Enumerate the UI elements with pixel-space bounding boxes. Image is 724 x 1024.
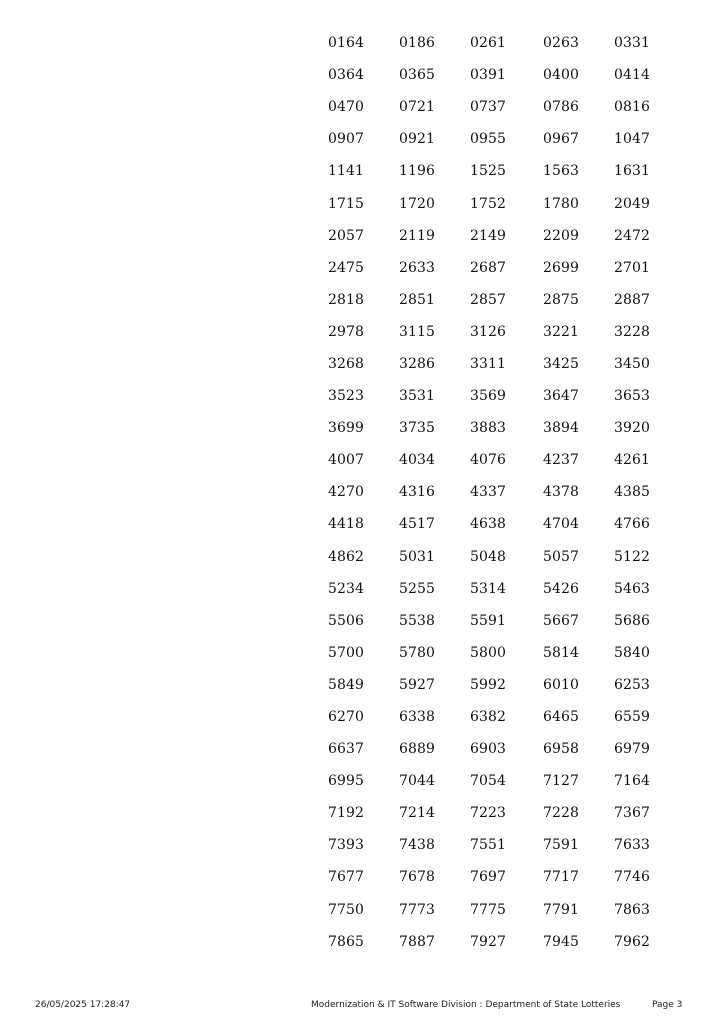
- winning-number: 0365: [399, 67, 436, 84]
- winning-number: 0391: [470, 67, 507, 84]
- winning-number: 7750: [328, 901, 365, 918]
- winning-number: 2687: [470, 259, 507, 276]
- winning-number: 0816: [614, 99, 651, 116]
- winning-number: 1196: [399, 163, 436, 180]
- winning-number: 3883: [470, 420, 507, 437]
- winning-number: 6637: [328, 741, 365, 758]
- winning-number: 5780: [399, 644, 436, 661]
- winning-number: 3268: [328, 355, 365, 372]
- winning-number: 5122: [614, 548, 651, 565]
- winning-number: 4704: [543, 516, 580, 533]
- winning-number: 7214: [399, 805, 436, 822]
- winning-number: 4261: [614, 452, 651, 469]
- winning-number: 4766: [614, 516, 651, 533]
- number-row: [328, 637, 668, 669]
- winning-number: 3221: [543, 323, 580, 340]
- winning-number: 7773: [399, 901, 436, 918]
- winning-number: 5057: [543, 548, 580, 565]
- winning-number: 5506: [328, 612, 365, 629]
- winning-number: 0786: [543, 99, 580, 116]
- number-row: [328, 861, 668, 893]
- winning-number: 6979: [614, 741, 651, 758]
- number-row: [328, 829, 668, 861]
- winning-number: 7367: [614, 805, 651, 822]
- winning-number: 4862: [328, 548, 365, 565]
- winning-number: 4237: [543, 452, 580, 469]
- number-row: [328, 316, 668, 348]
- number-row: [328, 284, 668, 316]
- winning-number: 7164: [614, 773, 651, 790]
- winning-number: 0186: [399, 35, 436, 52]
- winning-number: 4378: [543, 484, 580, 501]
- winning-number: 6465: [543, 709, 580, 726]
- winning-number: 5686: [614, 612, 651, 629]
- winning-number: 5849: [328, 676, 365, 693]
- winning-number: 7228: [543, 805, 580, 822]
- winning-number: 7054: [470, 773, 507, 790]
- winning-number: 7438: [399, 837, 436, 854]
- winning-number: 5927: [399, 676, 436, 693]
- winning-number: 0164: [328, 35, 365, 52]
- winning-number: 2699: [543, 259, 580, 276]
- number-row: [328, 444, 668, 476]
- number-row: [328, 187, 668, 219]
- winning-number: 7746: [614, 869, 651, 886]
- winning-number: 4007: [328, 452, 365, 469]
- winning-number: 3228: [614, 323, 651, 340]
- winning-number: 7678: [399, 869, 436, 886]
- winning-number: 0331: [614, 35, 651, 52]
- number-row: [328, 252, 668, 284]
- winning-number: 4337: [470, 484, 507, 501]
- winning-number: 2057: [328, 227, 365, 244]
- footer-page-number: Page 3: [652, 1000, 683, 1010]
- winning-number: 3531: [399, 388, 436, 405]
- winning-number: 6270: [328, 709, 365, 726]
- number-row: [328, 573, 668, 605]
- winning-number: 2857: [470, 291, 507, 308]
- winning-number: 7591: [543, 837, 580, 854]
- winning-number: 5840: [614, 644, 651, 661]
- page-footer: [0, 1000, 724, 1014]
- winning-number: 2851: [399, 291, 436, 308]
- winning-number: 0263: [543, 35, 580, 52]
- winning-number: 0737: [470, 99, 507, 116]
- winning-number: 3735: [399, 420, 436, 437]
- winning-number: 2119: [399, 227, 436, 244]
- winning-number: 7223: [470, 805, 507, 822]
- winning-number: 4418: [328, 516, 365, 533]
- winning-number: 2978: [328, 323, 365, 340]
- winning-number: 7887: [399, 933, 436, 950]
- number-row: [328, 701, 668, 733]
- number-row: [328, 605, 668, 637]
- winning-number: 5426: [543, 580, 580, 597]
- footer-timestamp: 26/05/2025 17:28:47: [35, 1000, 131, 1010]
- winning-number: 7393: [328, 837, 365, 854]
- winning-number: 1047: [614, 131, 651, 148]
- winning-number: 6253: [614, 676, 651, 693]
- winning-number: 2701: [614, 259, 651, 276]
- winning-number: 2818: [328, 291, 365, 308]
- winning-number: 2887: [614, 291, 651, 308]
- number-row: [328, 476, 668, 508]
- winning-number: 6995: [328, 773, 365, 790]
- winning-number: 5234: [328, 580, 365, 597]
- winning-number: 6889: [399, 741, 436, 758]
- number-row: [328, 59, 668, 91]
- winning-number: 3311: [470, 355, 507, 372]
- winning-number: 4517: [399, 516, 436, 533]
- winning-number: 3523: [328, 388, 365, 405]
- winning-number: 0470: [328, 99, 365, 116]
- winning-number: 3894: [543, 420, 580, 437]
- number-row: [328, 669, 668, 701]
- winning-number: 5700: [328, 644, 365, 661]
- winning-number: 6958: [543, 741, 580, 758]
- winning-number: 4316: [399, 484, 436, 501]
- winning-number: 0721: [399, 99, 436, 116]
- winning-number: 1752: [470, 195, 507, 212]
- winning-number: 4385: [614, 484, 651, 501]
- winning-number: 5814: [543, 644, 580, 661]
- winning-number: 7192: [328, 805, 365, 822]
- winning-number: 1631: [614, 163, 651, 180]
- number-grid: [328, 27, 668, 958]
- winning-number: 3115: [399, 323, 436, 340]
- winning-number: 5992: [470, 676, 507, 693]
- winning-number: 0400: [543, 67, 580, 84]
- winning-number: 2875: [543, 291, 580, 308]
- number-row: [328, 412, 668, 444]
- winning-number: 7551: [470, 837, 507, 854]
- winning-number: 5048: [470, 548, 507, 565]
- winning-number: 3126: [470, 323, 507, 340]
- number-row: [328, 926, 668, 958]
- winning-number: 6382: [470, 709, 507, 726]
- winning-number: 5538: [399, 612, 436, 629]
- winning-number: 3653: [614, 388, 651, 405]
- winning-number: 1720: [399, 195, 436, 212]
- winning-number: 3699: [328, 420, 365, 437]
- winning-number: 7775: [470, 901, 507, 918]
- winning-number: 2472: [614, 227, 651, 244]
- winning-number: 4076: [470, 452, 507, 469]
- winning-number: 5031: [399, 548, 436, 565]
- winning-number: 7863: [614, 901, 651, 918]
- number-row: [328, 765, 668, 797]
- winning-number: 7791: [543, 901, 580, 918]
- winning-number: 1780: [543, 195, 580, 212]
- winning-number: 1141: [328, 163, 365, 180]
- number-row: [328, 894, 668, 926]
- winning-number: 1563: [543, 163, 580, 180]
- winning-number: 7865: [328, 933, 365, 950]
- winning-number: 3647: [543, 388, 580, 405]
- winning-number: 3920: [614, 420, 651, 437]
- winning-number: 3286: [399, 355, 436, 372]
- winning-number: 6010: [543, 676, 580, 693]
- winning-number: 6559: [614, 709, 651, 726]
- winning-number: 2475: [328, 259, 365, 276]
- winning-number: 0364: [328, 67, 365, 84]
- winning-number: 1525: [470, 163, 507, 180]
- winning-number: 1715: [328, 195, 365, 212]
- winning-number: 5314: [470, 580, 507, 597]
- winning-number: 0907: [328, 131, 365, 148]
- winning-number: 2049: [614, 195, 651, 212]
- footer-organization: Modernization & IT Software Division : Department of State Lotteries: [311, 1000, 621, 1010]
- winning-number: 2633: [399, 259, 436, 276]
- winning-number: 6338: [399, 709, 436, 726]
- number-row: [328, 380, 668, 412]
- number-row: [328, 27, 668, 59]
- winning-number: 4638: [470, 516, 507, 533]
- winning-number: 3569: [470, 388, 507, 405]
- winning-number: 7927: [470, 933, 507, 950]
- winning-number: 7127: [543, 773, 580, 790]
- number-row: [328, 155, 668, 187]
- number-row: [328, 508, 668, 540]
- winning-number: 5591: [470, 612, 507, 629]
- winning-number: 3425: [543, 355, 580, 372]
- winning-number: 5255: [399, 580, 436, 597]
- winning-number: 4034: [399, 452, 436, 469]
- winning-number: 3450: [614, 355, 651, 372]
- number-row: [328, 348, 668, 380]
- winning-number: 7962: [614, 933, 651, 950]
- number-row: [328, 123, 668, 155]
- winning-number: 4270: [328, 484, 365, 501]
- winning-number: 0261: [470, 35, 507, 52]
- number-row: [328, 541, 668, 573]
- winning-number: 0967: [543, 131, 580, 148]
- winning-number: 7697: [470, 869, 507, 886]
- winning-number: 5667: [543, 612, 580, 629]
- number-row: [328, 91, 668, 123]
- winning-number: 7044: [399, 773, 436, 790]
- winning-number: 7633: [614, 837, 651, 854]
- winning-number: 0921: [399, 131, 436, 148]
- winning-number: 7945: [543, 933, 580, 950]
- winning-number: 0955: [470, 131, 507, 148]
- winning-number: 0414: [614, 67, 651, 84]
- number-row: [328, 220, 668, 252]
- number-row: [328, 733, 668, 765]
- winning-number: 5800: [470, 644, 507, 661]
- winning-number: 7677: [328, 869, 365, 886]
- winning-number: 2149: [470, 227, 507, 244]
- number-row: [328, 797, 668, 829]
- winning-number: 5463: [614, 580, 651, 597]
- winning-number: 7717: [543, 869, 580, 886]
- winning-number: 6903: [470, 741, 507, 758]
- winning-number: 2209: [543, 227, 580, 244]
